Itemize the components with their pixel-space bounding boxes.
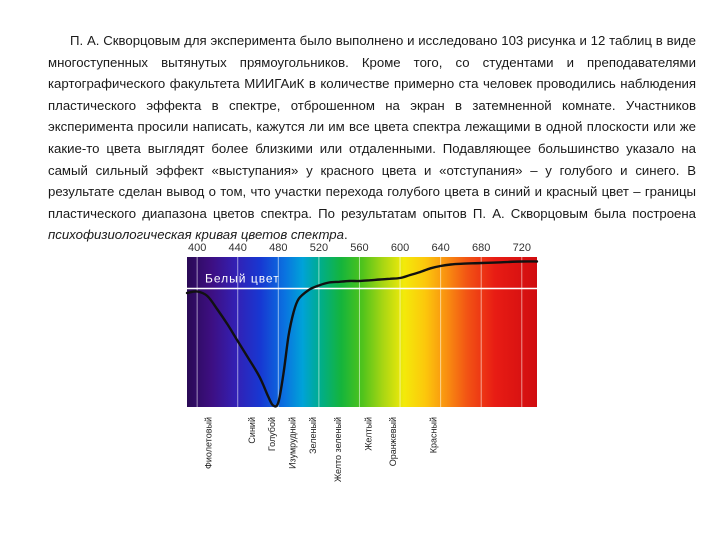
text-block bbox=[48, 30, 696, 246]
spectrum-chart bbox=[165, 237, 545, 537]
wavelength-tick-label: 720 bbox=[512, 242, 531, 254]
color-name-label: Фиолетовый bbox=[203, 417, 214, 469]
color-name-label: Голубой bbox=[267, 417, 278, 452]
wavelength-tick-label: 600 bbox=[390, 242, 410, 254]
color-name-label: Синий bbox=[246, 417, 257, 444]
paragraph-main-text: П. А. Скворцовым для эксперимента было выполнено и исследовано 103 рисунка и 12 таблиц в виде многоступенных вытянутых прямоугольников. Кроме того, со студентами и преподавателями картографического факультета МИИГАиК в количестве примерно ста человек проводились наблюдения пластического эффекта в спектре, отброшенном на экран в затемненной комнате. Участников эксперимента просили написать, кажутся ли им все цвета спектра лежащими в одной плоскости или же какие-то цвета выглядят более близкими или отдаленными. Подавляющее большинство указало на самый сильный эффект «выступания» у красного цвета и «отступания» – у голубого и синего. В результате сделан вывод о том, что участки перехода голубого цвета в синий и красный цвет – границы пластического диапазона цветов спектра. По результатам опытов П. А. Скворцовым была построена bbox=[48, 33, 696, 221]
color-name-label: Зеленый bbox=[307, 417, 318, 454]
paragraph-italic-term: психофизиологическая кривая цветов спектра bbox=[48, 227, 344, 243]
color-name-label: Изумрудный bbox=[287, 417, 298, 469]
wavelength-tick-label: 440 bbox=[228, 242, 247, 254]
wavelength-ticks bbox=[188, 242, 531, 254]
color-name-labels bbox=[203, 417, 438, 482]
wavelength-tick-label: 560 bbox=[350, 242, 369, 254]
white-color-label: Белый цвет bbox=[205, 271, 280, 286]
wavelength-tick-label: 400 bbox=[187, 242, 207, 254]
description-paragraph bbox=[48, 30, 696, 246]
wavelength-tick-label: 520 bbox=[309, 242, 329, 254]
color-name-label: Желтый bbox=[363, 417, 374, 451]
wavelength-tick-label: 640 bbox=[431, 242, 450, 254]
color-name-label: Оранжевый bbox=[387, 417, 398, 467]
color-name-label: Красный bbox=[428, 417, 439, 454]
spectrum-curve-figure bbox=[165, 237, 545, 537]
wavelength-tick-label: 680 bbox=[472, 242, 491, 254]
color-name-label: Желто зеленый bbox=[333, 417, 344, 483]
paragraph-end: . bbox=[343, 227, 348, 243]
wavelength-tick-label: 480 bbox=[269, 242, 288, 254]
